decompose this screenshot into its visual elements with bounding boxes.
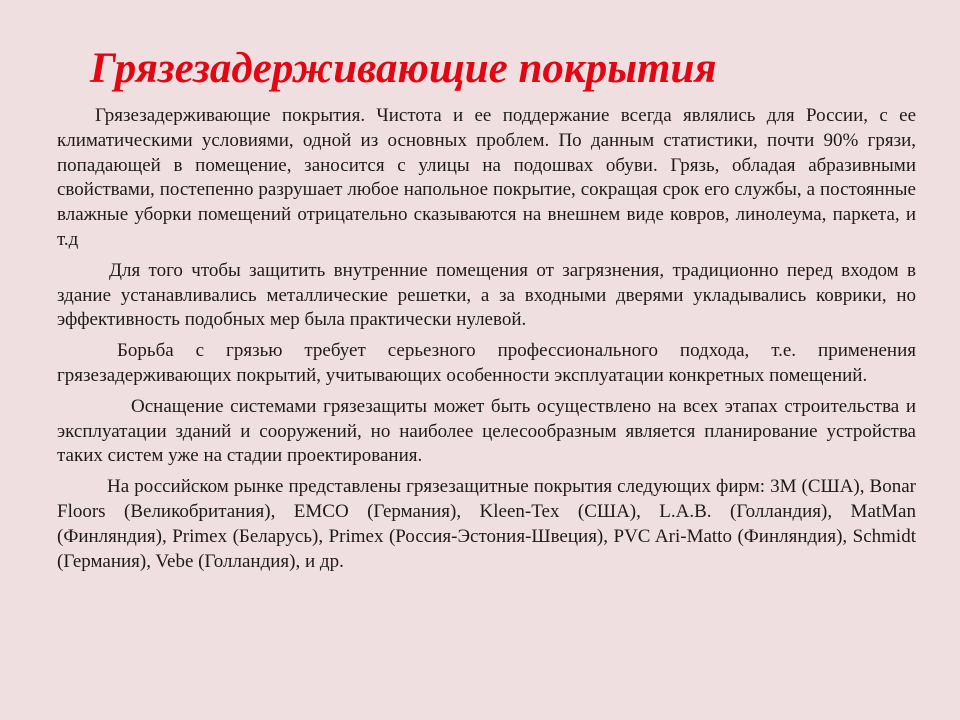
paragraph-approach: Борьба с грязью требует серьезного профессионального подхода, т.е. применения грязезадерживающих покрытий, учитывающих особенности эксплуатации конкретных помещений.: [57, 340, 916, 386]
paragraph-equipment: Оснащение системами грязезащиты может быть осуществлено на всех этапах строительства и эксплуатации зданий и сооружений, но наиболее целесообразным является планирование устройства таких систем уже на стадии проектирования.: [57, 395, 916, 467]
paragraph-market: На российском рынке представлены грязезащитные покрытия следующих фирм: 3M (США), Bonar Floors (Великобритания), EMCO (Германия), Kleen-Tex (США), L.A.B. (Голландия), MatMan (Финляндия), Primex (Беларусь), Primex (Россия-Эстония-Швеция), PVC Ari-Matto (Финляндия), Schmidt (Германия), Vebe (Голландия), и др.: [57, 476, 916, 572]
paragraph-intro: Грязезадерживающие покрытия. Чистота и ее поддержание всегда являлись для России, с ее климатическими условиями, одной из основных проблем. По данным статистики, почти 90% грязи, попадающей в помещение, заносится с улицы на подошвах обуви. Грязь, обладая абразивными свойствами, постепенно разрушает любое напольное покрытие, сокращая срок его службы, а постоянные влажные уборки помещений отрицательно сказываются на внешнем виде ковров, линолеума, паркета, и т.д: [57, 105, 916, 250]
slide-title: Грязезадерживающие покрытия: [90, 45, 717, 92]
paragraph-protection: Для того чтобы защитить внутренние помещения от загрязнения, традиционно перед входом в здание устанавливались металлические решетки, а за входными дверями укладывались коврики, но эффективность подобных мер была практически нулевой.: [57, 259, 916, 331]
slide-body: [57, 104, 916, 574]
